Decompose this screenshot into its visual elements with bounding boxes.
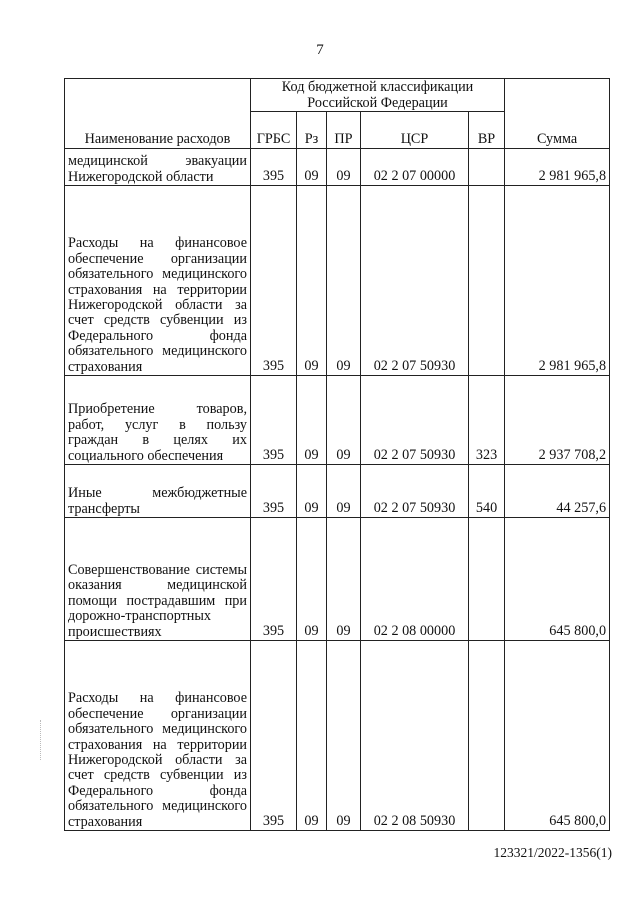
row-name: Иные межбюджетные трансферты	[65, 465, 251, 518]
row-rz: 09	[297, 186, 327, 376]
row-vr	[469, 641, 505, 831]
row-csr: 02 2 07 50930	[361, 465, 469, 518]
row-vr	[469, 518, 505, 641]
table-row	[65, 641, 610, 831]
row-csr: 02 2 07 50930	[361, 376, 469, 465]
row-sum: 2 937 708,2	[505, 376, 610, 465]
header-pr: ПР	[327, 112, 361, 149]
row-csr: 02 2 08 00000	[361, 518, 469, 641]
table-row	[65, 376, 610, 465]
header-csr: ЦСР	[361, 112, 469, 149]
row-pr: 09	[327, 376, 361, 465]
row-rz: 09	[297, 149, 327, 186]
row-sum: 2 981 965,8	[505, 186, 610, 376]
header-sum: Сумма	[505, 79, 610, 149]
row-sum: 2 981 965,8	[505, 149, 610, 186]
row-pr: 09	[327, 186, 361, 376]
row-vr	[469, 149, 505, 186]
row-grbs: 395	[251, 149, 297, 186]
table-row	[65, 518, 610, 641]
row-pr: 09	[327, 465, 361, 518]
row-grbs: 395	[251, 376, 297, 465]
row-name: Приобретение товаров, работ, услуг в пользу граждан в целях их социального обеспечения	[65, 376, 251, 465]
table-row	[65, 186, 610, 376]
row-pr: 09	[327, 641, 361, 831]
row-grbs: 395	[251, 518, 297, 641]
row-name: медицинской эвакуации Нижегородской области	[65, 149, 251, 186]
row-sum: 44 257,6	[505, 465, 610, 518]
row-rz: 09	[297, 465, 327, 518]
row-pr: 09	[327, 518, 361, 641]
row-rz: 09	[297, 518, 327, 641]
row-grbs: 395	[251, 465, 297, 518]
row-name: Расходы на финансовое обеспечение организации обязательного медицинского страхования на территории Нижегородской области за счет средств субвенции из Федерального фонда обязательного медицинского страхования	[65, 641, 251, 831]
header-rz: Рз	[297, 112, 327, 149]
page-number: 7	[316, 42, 324, 58]
row-sum: 645 800,0	[505, 518, 610, 641]
document-id: 123321/2022-1356(1)	[493, 845, 612, 860]
row-csr: 02 2 07 50930	[361, 186, 469, 376]
row-grbs: 395	[251, 641, 297, 831]
row-sum: 645 800,0	[505, 641, 610, 831]
row-vr: 323	[469, 376, 505, 465]
row-name: Совершенствование системы оказания медицинской помощи пострадавшим при дорожно-транспортных происшествиях	[65, 518, 251, 641]
row-rz: 09	[297, 376, 327, 465]
table-row	[65, 149, 610, 186]
row-name: Расходы на финансовое обеспечение организации обязательного медицинского страхования на территории Нижегородской области за счет средств субвенции из Федерального фонда обязательного медицинского страхования	[65, 186, 251, 376]
header-name: Наименование расходов	[65, 79, 251, 149]
row-pr: 09	[327, 149, 361, 186]
row-csr: 02 2 08 50930	[361, 641, 469, 831]
row-rz: 09	[297, 641, 327, 831]
row-grbs: 395	[251, 186, 297, 376]
header-vr: ВР	[469, 112, 505, 149]
header-grbs: ГРБС	[251, 112, 297, 149]
row-vr	[469, 186, 505, 376]
header-code: Код бюджетной классификации Российской Федерации	[251, 79, 505, 112]
budget-table	[64, 78, 610, 831]
margin-mark	[40, 720, 42, 760]
row-csr: 02 2 07 00000	[361, 149, 469, 186]
row-vr: 540	[469, 465, 505, 518]
table-row	[65, 465, 610, 518]
